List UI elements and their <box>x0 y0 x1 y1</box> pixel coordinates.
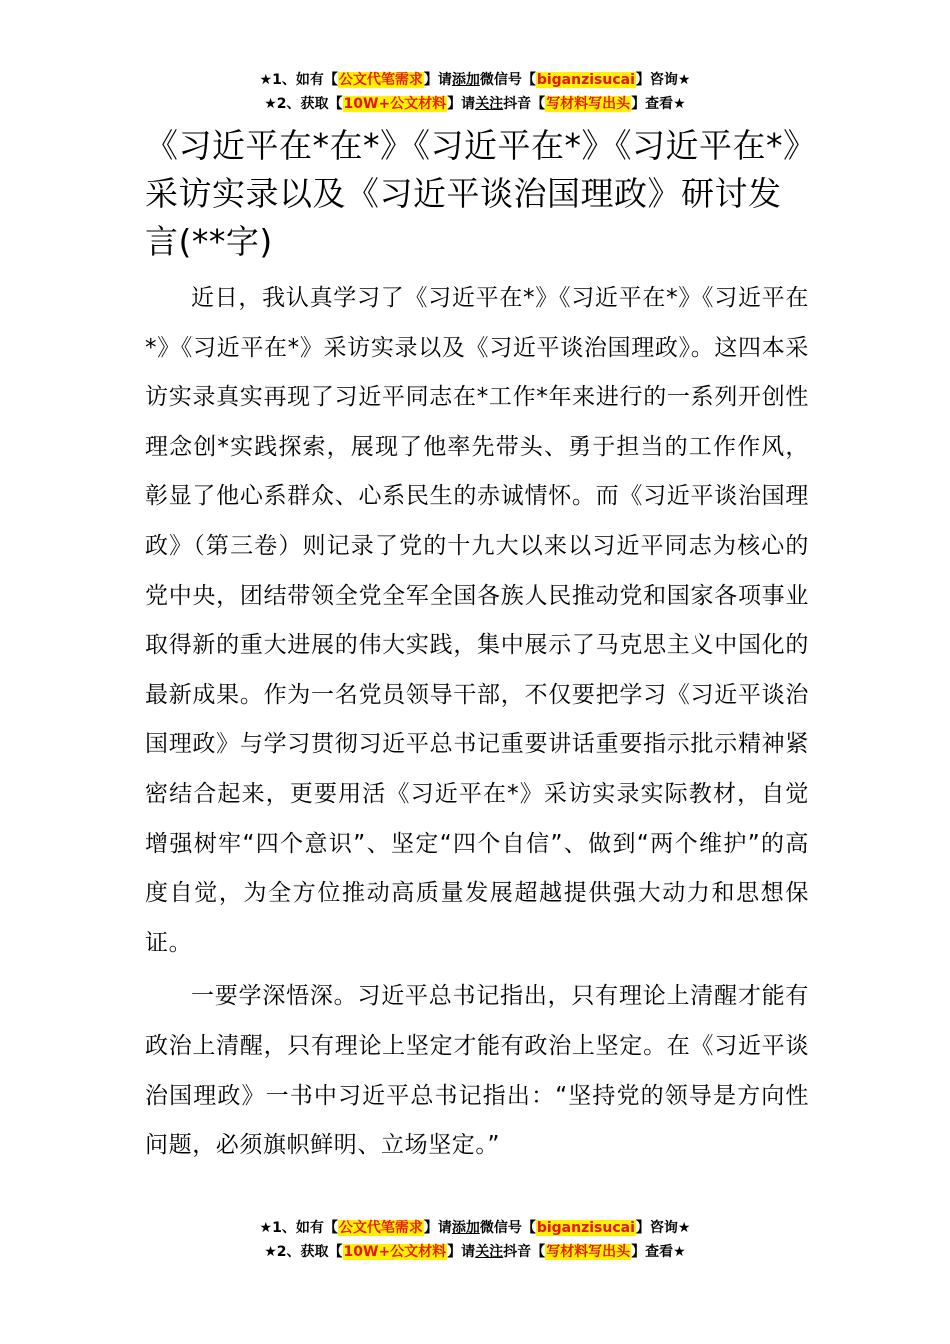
highlight-writing-service: 公文代笔需求 <box>338 72 423 88</box>
paragraph-intro: 近日，我认真学习了《习近平在*》《习近平在*》《习近平在*》《习近平在*》采访实录以及《习近平谈治国理政》。这四本采访实录真实再现了习近平同志在*工作*年来进行的一系列开创性理念创*实践探索，展现了他率先带头、勇于担当的工作作风，彰显了他心系群众、心系民生的赤诚情怀。而《习近平谈治国理政》（第三卷）则记录了党的十九大以来以习近平同志为核心的党中央，团结带领全党全军全国各族人民推动党和国家各项事业取得新的重大进展的伟大实践，集中展示了马克思主义中国化的最新成果。作为一名党员领导干部，不仅要把学习《习近平谈治国理政》与学习贯彻习近平总书记重要讲话重要指示批示精神紧密结合起来，更要用活《习近平在*》采访实录实际教材，自觉增强树牢“四个意识”、坚定“四个自信”、做到“两个维护”的高度自觉，为全方位推动高质量发展超越提供强大动力和思想保证。 <box>145 285 809 956</box>
highlight-douyin-account: 写材料写出头 <box>546 96 631 112</box>
highlight-douyin-account: 写材料写出头 <box>546 1244 631 1260</box>
banner-line-2: ★2、获取【10W+公文材料】请关注抖音【写材料写出头】查看★ <box>264 96 686 112</box>
highlight-wechat-id: biganzisucai <box>536 72 635 88</box>
highlight-wechat-id: biganzisucai <box>536 1220 635 1236</box>
paragraph-point-one: 一要学深悟深。习近平总书记指出，只有理论上清醒才能有政治上清醒，只有理论上坚定才能有政治上坚定。在《习近平谈治国理政》一书中习近平总书记指出：“坚持党的领导是方向性问题，必须旗帜鲜明、立场坚定。” <box>145 983 809 1159</box>
document-body <box>145 122 809 1171</box>
highlight-materials: 10W+公文材料 <box>343 1244 447 1260</box>
highlight-writing-service: 公文代笔需求 <box>338 1220 423 1236</box>
banner-line-1: ★1、如有【公文代笔需求】请添加微信号【biganzisucai】咨询★ <box>259 72 691 88</box>
highlight-materials: 10W+公文材料 <box>343 96 447 112</box>
banner-line-1: ★1、如有【公文代笔需求】请添加微信号【biganzisucai】咨询★ <box>259 1220 691 1236</box>
footer-banner <box>0 1216 950 1264</box>
banner-line-2: ★2、获取【10W+公文材料】请关注抖音【写材料写出头】查看★ <box>264 1244 686 1260</box>
document-title: 《习近平在*在*》《习近平在*》《习近平在*》采访实录以及《习近平谈治国理政》研讨发言(**字) <box>145 126 800 261</box>
header-banner <box>0 68 950 116</box>
